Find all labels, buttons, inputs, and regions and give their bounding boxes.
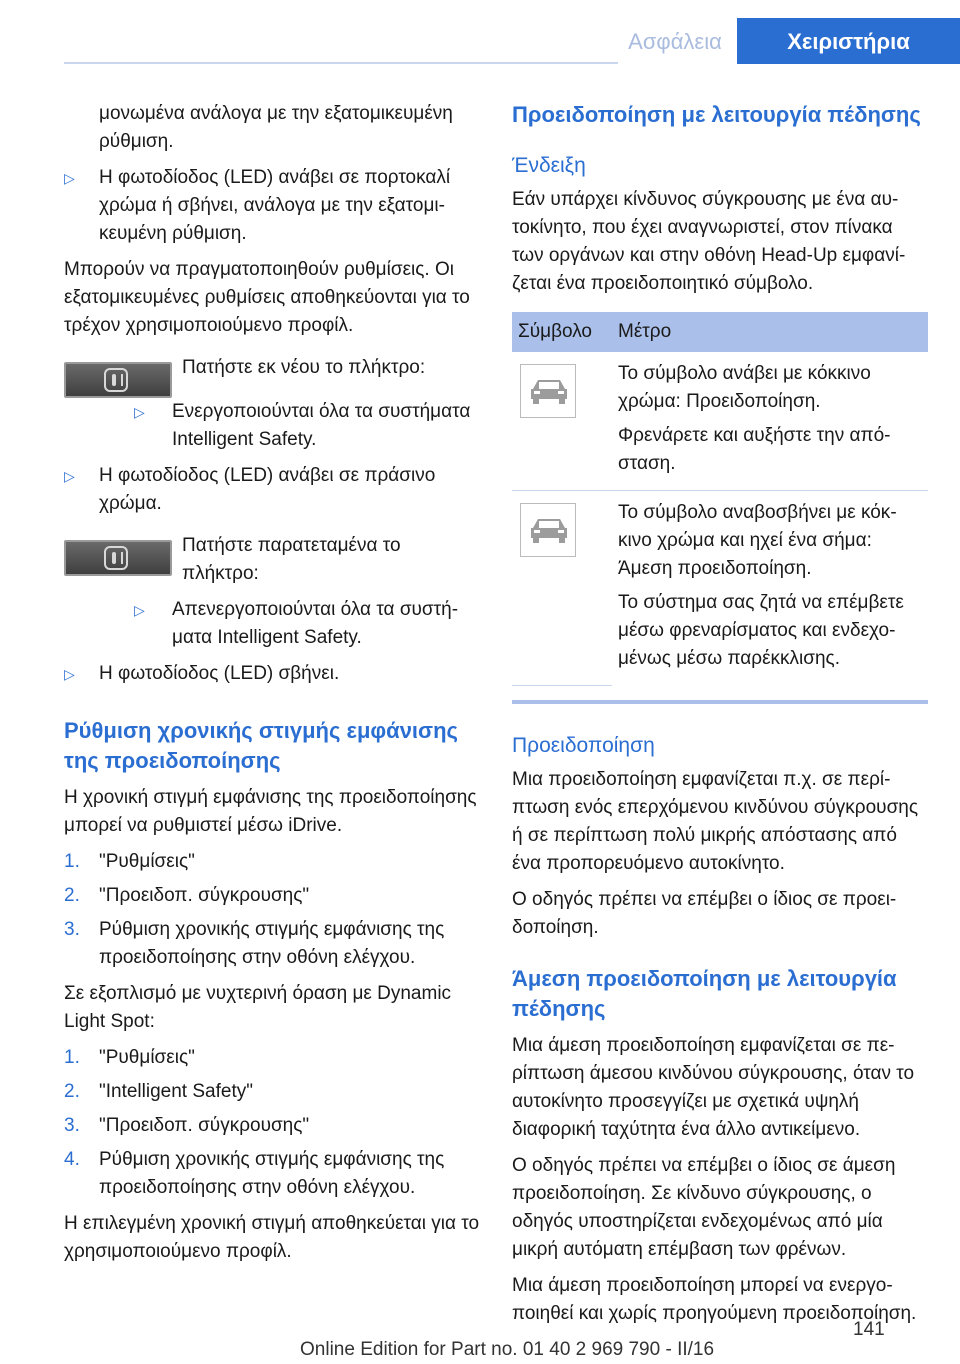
bullet-text: Η φωτοδίοδος (LED) σβήνει. <box>99 663 340 684</box>
table-row <box>512 491 928 686</box>
steps-list-1 <box>64 848 482 972</box>
warning-paragraph-1: Μια προειδοποίηση εμφανίζεται π.χ. σε περίπτωση ενός επερχόμενου κινδύνου σύγκρουσης ή σε περίπτωση πολύ μικρής απόστασης από ένα προπορευόμενο αυτοκίνητο. <box>512 768 919 874</box>
bullet-text: Ενεργοποιούνται όλα τα συστήματα Intelligent Safety. <box>172 401 471 450</box>
immediate-paragraph-3: Μια άμεση προειδοποίηση μπορεί να ενεργοποιηθεί και χωρίς προηγούμενη προειδοποίηση. <box>512 1274 917 1324</box>
subheading-warning: Προειδοποίηση <box>512 733 655 757</box>
subheading-indicator: Ένδειξη <box>512 154 586 177</box>
heading-braking-warning: Προειδοποίηση με λειτουργία πέδησης <box>512 102 921 127</box>
triangle-bullet-icon: ▷ <box>134 404 145 420</box>
col-header-measure: Μέτρο <box>612 312 928 352</box>
table-row <box>512 352 928 491</box>
col-header-symbol: Σύμβολο <box>512 312 612 352</box>
warning-paragraph-2: Ο οδηγός πρέπει να επέμβει ο ίδιος σε προειδοποίηση. <box>512 888 897 938</box>
continued-text: μονωμένα ανάλογα με την εξατομικευμένη ρύθμιση. <box>99 103 453 152</box>
night-vision-paragraph: Σε εξοπλισμό με νυχτερινή όραση με Dynamic Light Spot: <box>64 983 452 1032</box>
immediate-paragraph-1: Μια άμεση προειδοποίηση εμφανίζεται σε περίπτωση άμεσου κινδύνου σύγκρουσης, όταν το αυτοκίνητο προσεγγίζει με σχετικά υψηλή διαφορική ταχύτητα ένα άλλο αντικείμενο. <box>512 1034 915 1140</box>
bullet-deactivate <box>128 596 482 652</box>
steps-list-2 <box>64 1044 482 1202</box>
press-long-block <box>64 532 482 596</box>
immediate-paragraph-2: Ο οδηγός πρέπει να επέμβει ο ίδιος σε άμεση προειδοποίηση. Σε κίνδυνο σύγκρουσης, ο οδηγός υποστηρίζεται ενδεχομένως από μία μικρή αυτόματη επέμβαση των φρένων. <box>512 1154 896 1260</box>
edition-note: Online Edition for Part no. 01 40 2 969 790 - II/16 <box>300 1339 715 1360</box>
table-bottom-rule <box>512 700 928 704</box>
row-text: Το σύμβολο αναβοσβήνει με κόκκινο χρώμα και ηχεί ένα σήμα: Άμεση προειδοποίηση. <box>618 502 897 579</box>
press-again-text: Πατήστε εκ νέου το πλήκτρο: <box>182 357 426 378</box>
intelligent-safety-button-icon <box>64 362 172 398</box>
heading-immediate-warning: Άμεση προειδοποίηση με λειτουργία πέδησης <box>512 965 897 1021</box>
list-item: 4. Ρύθμιση χρονικής στιγμής εμφάνισης της προειδοποίησης στην οθόνη ελέγχου. <box>64 1149 445 1198</box>
triangle-bullet-icon: ▷ <box>64 170 75 186</box>
page-number: 141 <box>853 1319 885 1340</box>
press-again-block <box>64 354 482 398</box>
tab-safety: Ασφάλεια <box>628 29 722 54</box>
triangle-bullet-icon: ▷ <box>64 468 75 484</box>
bullet-green-led <box>64 462 482 518</box>
tab-controls: Χειριστήρια <box>737 18 960 64</box>
list-item: 1. "Ρυθμίσεις" <box>64 1047 195 1068</box>
bullet-activate <box>128 398 482 454</box>
bullet-led-off <box>64 660 482 688</box>
saved-paragraph: Η επιλεγμένη χρονική στιγμή αποθηκεύεται για το χρησιμοποιούμενο προφίλ. <box>64 1213 480 1262</box>
bullet-text: Απενεργοποιούνται όλα τα συστήματα Intelligent Safety. <box>172 599 459 648</box>
indicator-paragraph: Εάν υπάρχει κίνδυνος σύγκρουσης με ένα αυτοκίνητο, που έχει αναγνωριστεί, στον πίνακα των οργάνων και στην οθόνη Head-Up εμφανίζεται ένα προειδοποιητικό σύμβολο. <box>512 189 906 294</box>
list-item: 3. "Προειδοπ. σύγκρουσης" <box>64 1115 310 1136</box>
symbol-table <box>512 312 928 686</box>
car-warning-icon <box>520 503 576 557</box>
bullet-orange-led <box>64 164 482 248</box>
list-item: 3. Ρύθμιση χρονικής στιγμής εμφάνισης της προειδοποίησης στην οθόνη ελέγχου. <box>64 919 445 968</box>
header-divider <box>64 62 618 64</box>
page-header <box>0 0 960 64</box>
heading-warning-timing: Ρύθμιση χρονικής στιγμής εμφάνισης της προειδοποίησης <box>64 718 458 773</box>
row-text: Το σύστημα σας ζητά να επέμβετε μέσω φρεναρίσματος και ενδεχομένως μέσω παρέκκλισης. <box>618 592 904 669</box>
intelligent-safety-button-icon <box>64 540 172 576</box>
timing-paragraph: Η χρονική στιγμή εμφάνισης της προειδοποίησης μπορεί να ρυθμιστεί μέσω iDrive. <box>64 787 477 836</box>
row-text: Το σύμβολο ανάβει με κόκκινο χρώμα: Προειδοποίηση. <box>618 363 871 412</box>
left-column <box>64 100 482 1274</box>
list-item: 2. "Intelligent Safety" <box>64 1081 253 1102</box>
bullet-text: Η φωτοδίοδος (LED) ανάβει σε πράσινο χρώμα. <box>99 465 436 514</box>
press-long-text: Πατήστε παρατεταμένα το πλήκτρο: <box>182 535 401 584</box>
triangle-bullet-icon: ▷ <box>134 602 145 618</box>
triangle-bullet-icon: ▷ <box>64 666 75 682</box>
car-warning-icon <box>520 364 576 418</box>
settings-paragraph: Μπορούν να πραγματοποιηθούν ρυθμίσεις. Οι εξατομικευμένες ρυθμίσεις αποθηκεύονται για το τρέχον χρησιμοποιούμενο προφίλ. <box>64 259 470 336</box>
bullet-text: Η φωτοδίοδος (LED) ανάβει σε πορτοκαλί χρώμα ή σβήνει, ανάλογα με την εξατομικευμένη ρύθμιση. <box>99 167 451 244</box>
list-item: 1. "Ρυθμίσεις" <box>64 851 195 872</box>
right-column <box>512 100 928 1336</box>
row-text: Φρενάρετε και αυξήστε την απόσταση. <box>618 425 891 474</box>
list-item: 2. "Προειδοπ. σύγκρουσης" <box>64 885 310 906</box>
